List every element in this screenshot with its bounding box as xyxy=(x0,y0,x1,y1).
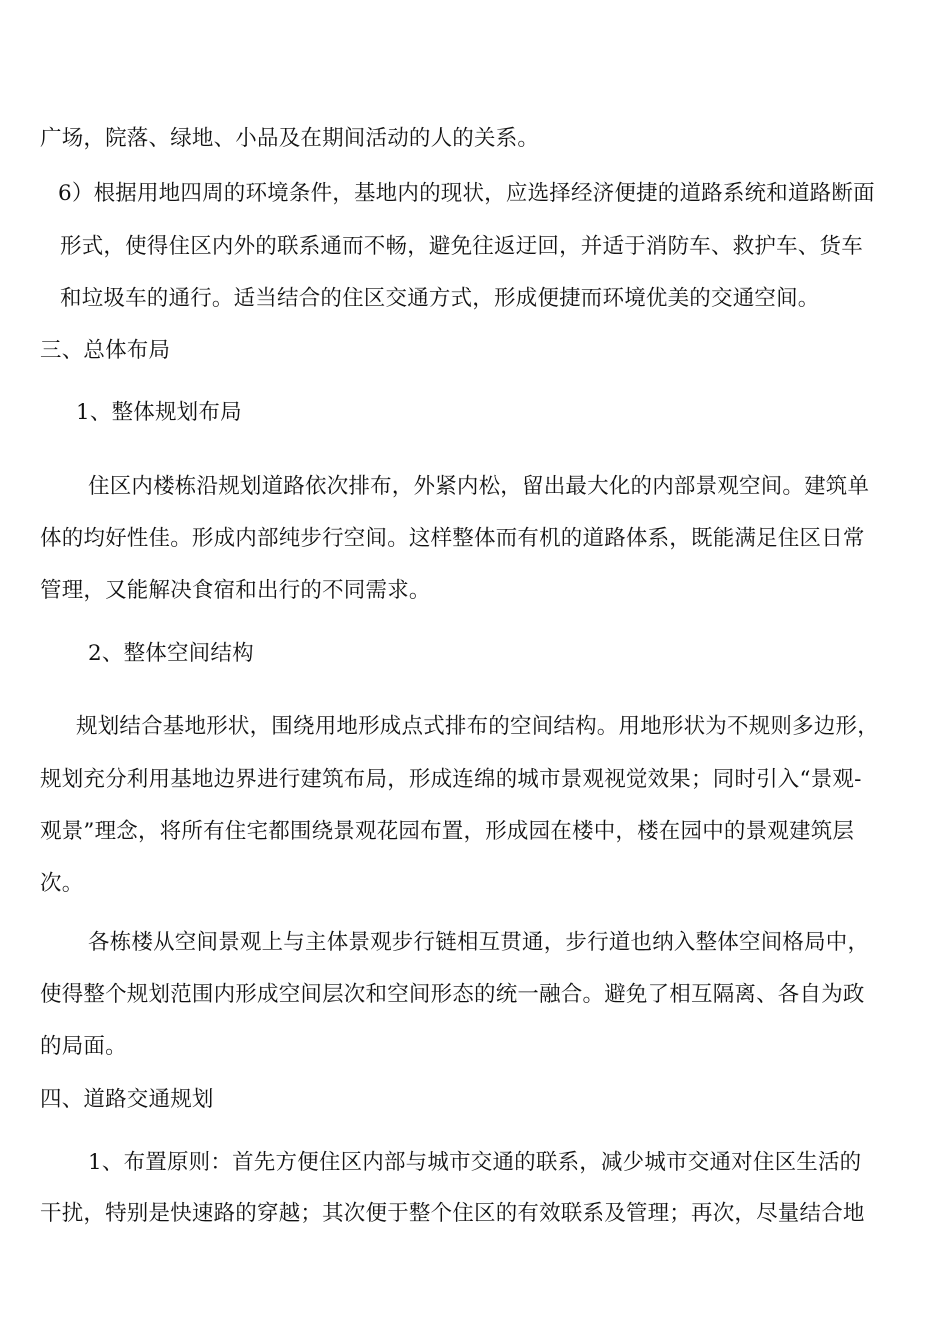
section-heading-3: 三、总体布局 xyxy=(40,338,171,363)
text-line-9: 管理，又能解决食宿和出行的不同需求。 xyxy=(40,578,431,603)
text-line-16: 使得整个规划范围内形成空间层次和空间形态的统一融合。避免了相互隔离、各自为政 xyxy=(40,982,865,1007)
text-line-3: 形式，使得住区内外的联系通而不畅，避免往返迂回，并适于消防车、救护车、货车 xyxy=(60,234,863,259)
text-line-19: 1、布置原则：首先方便住区内部与城市交通的联系，减少城市交通对住区生活的 xyxy=(88,1150,862,1175)
section-heading-4: 四、道路交通规划 xyxy=(40,1087,214,1112)
text-line-17: 的局面。 xyxy=(40,1034,127,1059)
text-line-8: 体的均好性佳。形成内部纯步行空间。这样整体而有机的道路体系，既能满足住区日常 xyxy=(40,526,865,551)
text-line-2: 6）根据用地四周的环境条件，基地内的现状，应选择经济便捷的道路系统和道路断面 xyxy=(58,181,875,206)
subsection-heading-3-2: 2、整体空间结构 xyxy=(88,641,254,666)
text-line-1: 广场，院落、绿地、小品及在期间活动的人的关系。 xyxy=(40,126,540,151)
text-line-14: 次。 xyxy=(40,871,84,896)
text-line-4: 和垃圾车的通行。适当结合的住区交通方式，形成便捷而环境优美的交通空间。 xyxy=(60,286,820,311)
subsection-heading-3-1: 1、整体规划布局 xyxy=(76,400,242,425)
text-line-20: 干扰，特别是快速路的穿越；其次便于整个住区的有效联系及管理；再次，尽量结合地 xyxy=(40,1201,865,1226)
text-line-7: 住区内楼栋沿规划道路依次排布，外紧内松，留出最大化的内部景观空间。建筑单 xyxy=(88,474,870,499)
text-line-13: 观景”理念，将所有住宅都围绕景观花园布置，形成园在楼中，楼在园中的景观建筑层 xyxy=(40,819,855,844)
text-line-15: 各栋楼从空间景观上与主体景观步行链相互贯通，步行道也纳入整体空间格局中， xyxy=(88,930,870,955)
text-line-11: 规划结合基地形状，围绕用地形成点式排布的空间结构。用地形状为不规则多边形， xyxy=(76,714,879,739)
text-line-12: 规划充分利用基地边界进行建筑布局，形成连绵的城市景观视觉效果；同时引入“景观- xyxy=(40,767,862,792)
